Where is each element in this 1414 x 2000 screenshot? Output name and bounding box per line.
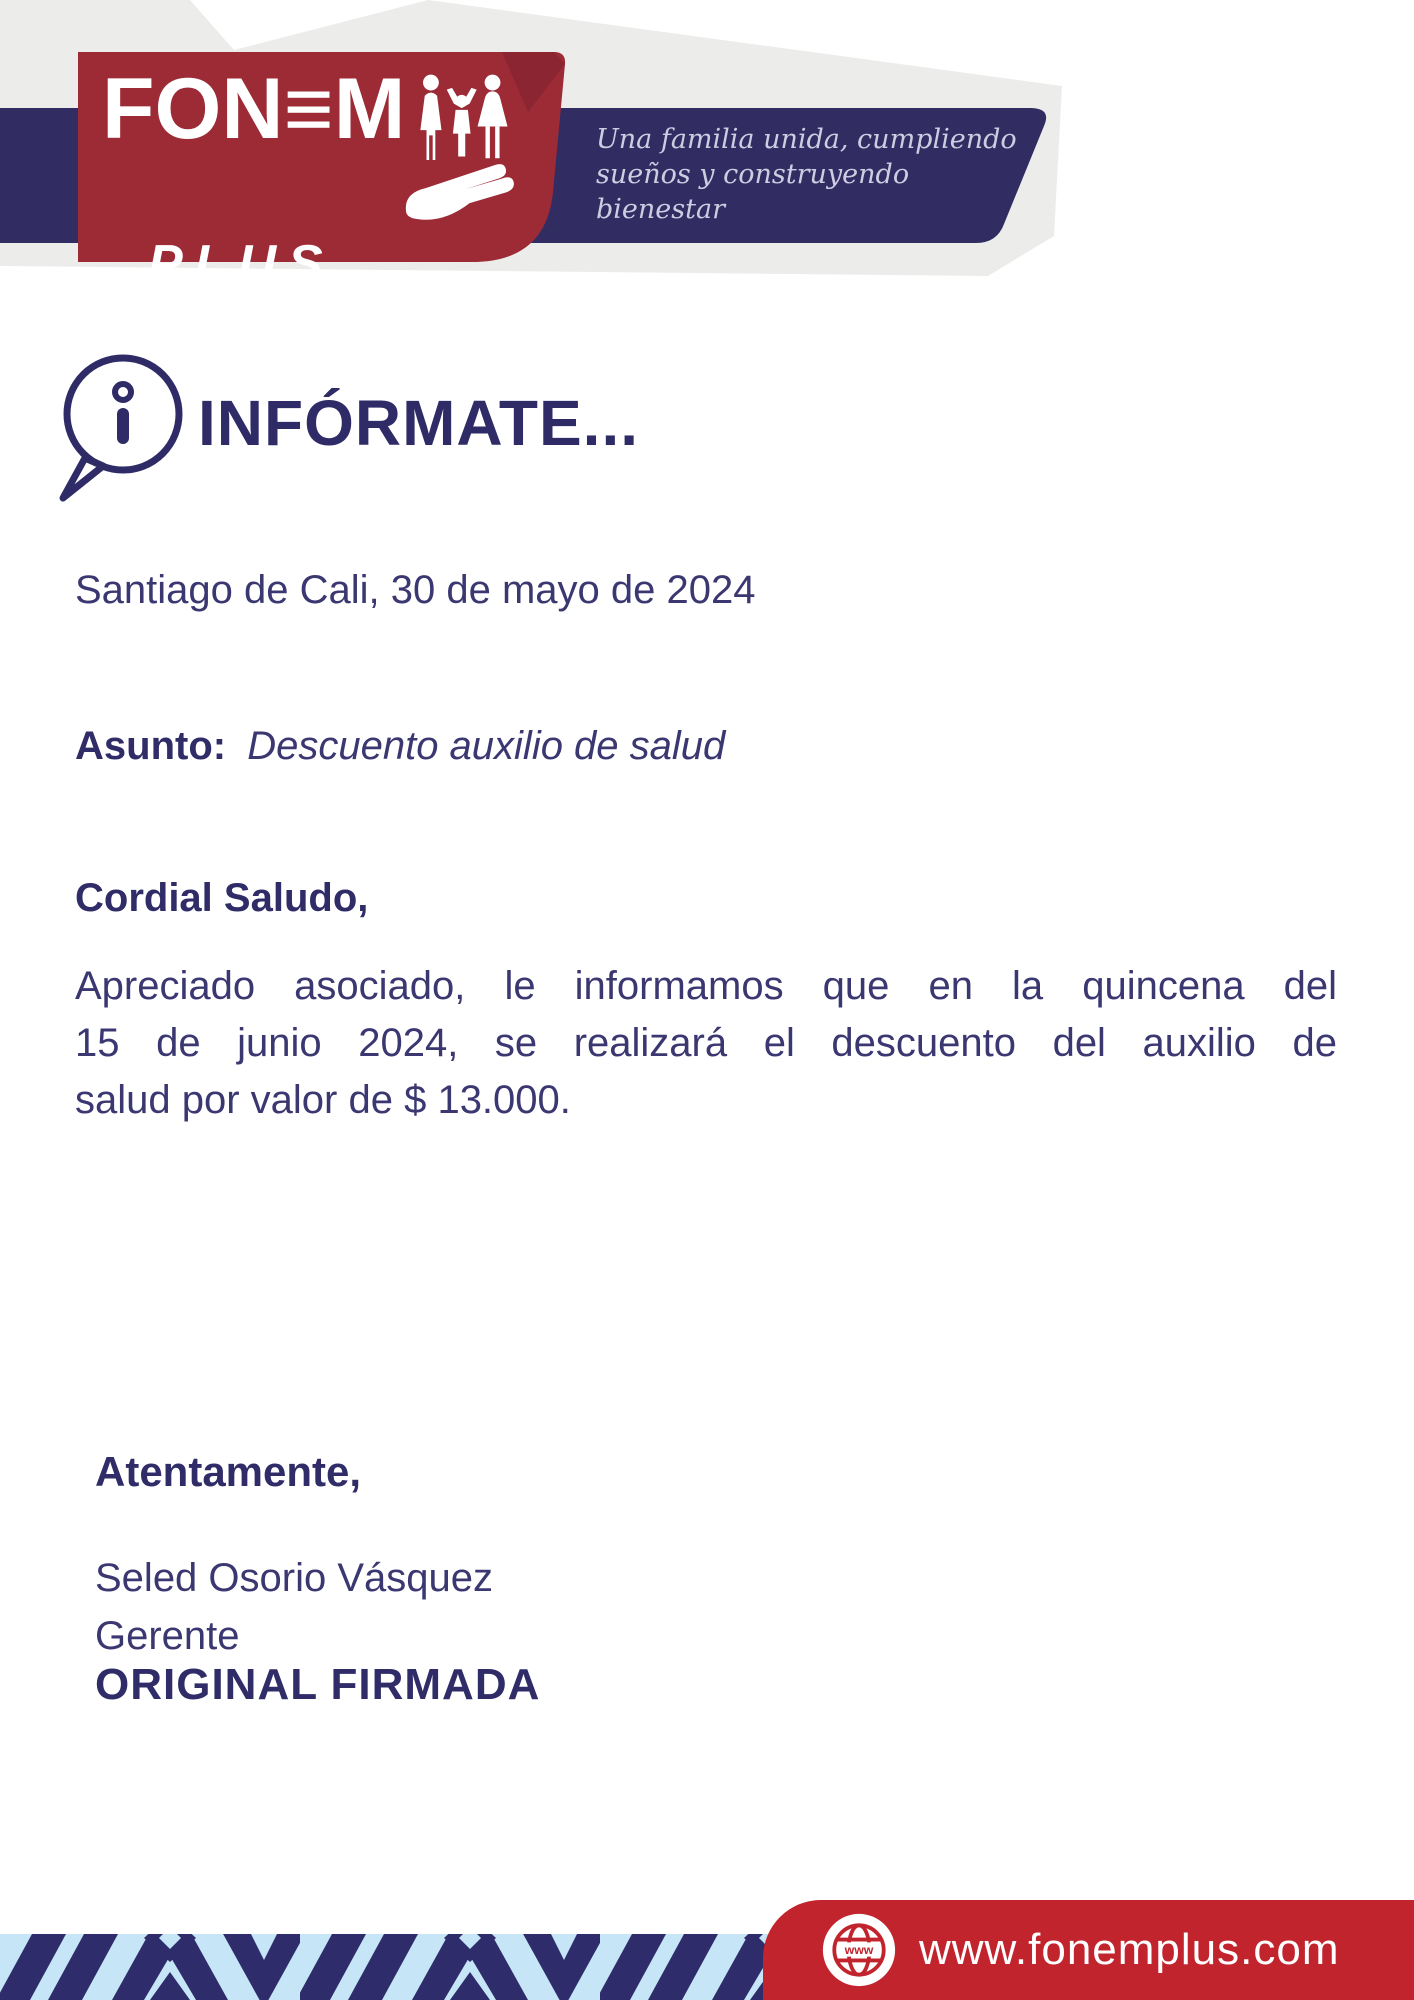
website-link[interactable]: www.fonemplus.com [919, 1925, 1340, 1974]
signer-role: Gerente [95, 1614, 240, 1658]
footer-website-bar [763, 1900, 1414, 2000]
globe-www-icon [821, 1912, 897, 1988]
fonemplus-logo [102, 61, 542, 294]
tagline-line2: sueños y construyendo bienestar [596, 159, 910, 226]
signature-note: ORIGINAL FIRMADA [95, 1660, 541, 1709]
closing: Atentamente, [95, 1448, 362, 1495]
family-hand-icon [401, 72, 533, 248]
brand-wordmark: FON≡M [102, 61, 406, 157]
signer-name: Seled Osorio Vásquez [95, 1556, 494, 1600]
globe-www-label: www [844, 1942, 874, 1957]
info-speech-bubble-icon [55, 352, 187, 504]
subject-label: Asunto: [75, 724, 227, 768]
paragraph-line: 15 de junio 2024, se realizará el descuento del auxilio de [75, 1021, 1337, 1065]
greeting: Cordial Saludo, [75, 876, 369, 920]
date-line: Santiago de Cali, 30 de mayo de 2024 [75, 568, 756, 612]
paragraph-line: salud por valor de $ 13.000. [75, 1078, 571, 1122]
brand-sub-wordmark: PLUS [148, 235, 335, 293]
body-paragraph [75, 958, 1337, 1129]
tagline-line1: Una familia unida, cumpliendo [596, 124, 1017, 155]
paragraph-line: Apreciado asociado, le informamos que en la quincena del [75, 964, 1337, 1008]
tagline [596, 122, 1026, 227]
subject-value: Descuento auxilio de salud [247, 724, 726, 768]
subject-line [75, 724, 725, 769]
page-title: INFÓRMATE... [198, 387, 639, 459]
